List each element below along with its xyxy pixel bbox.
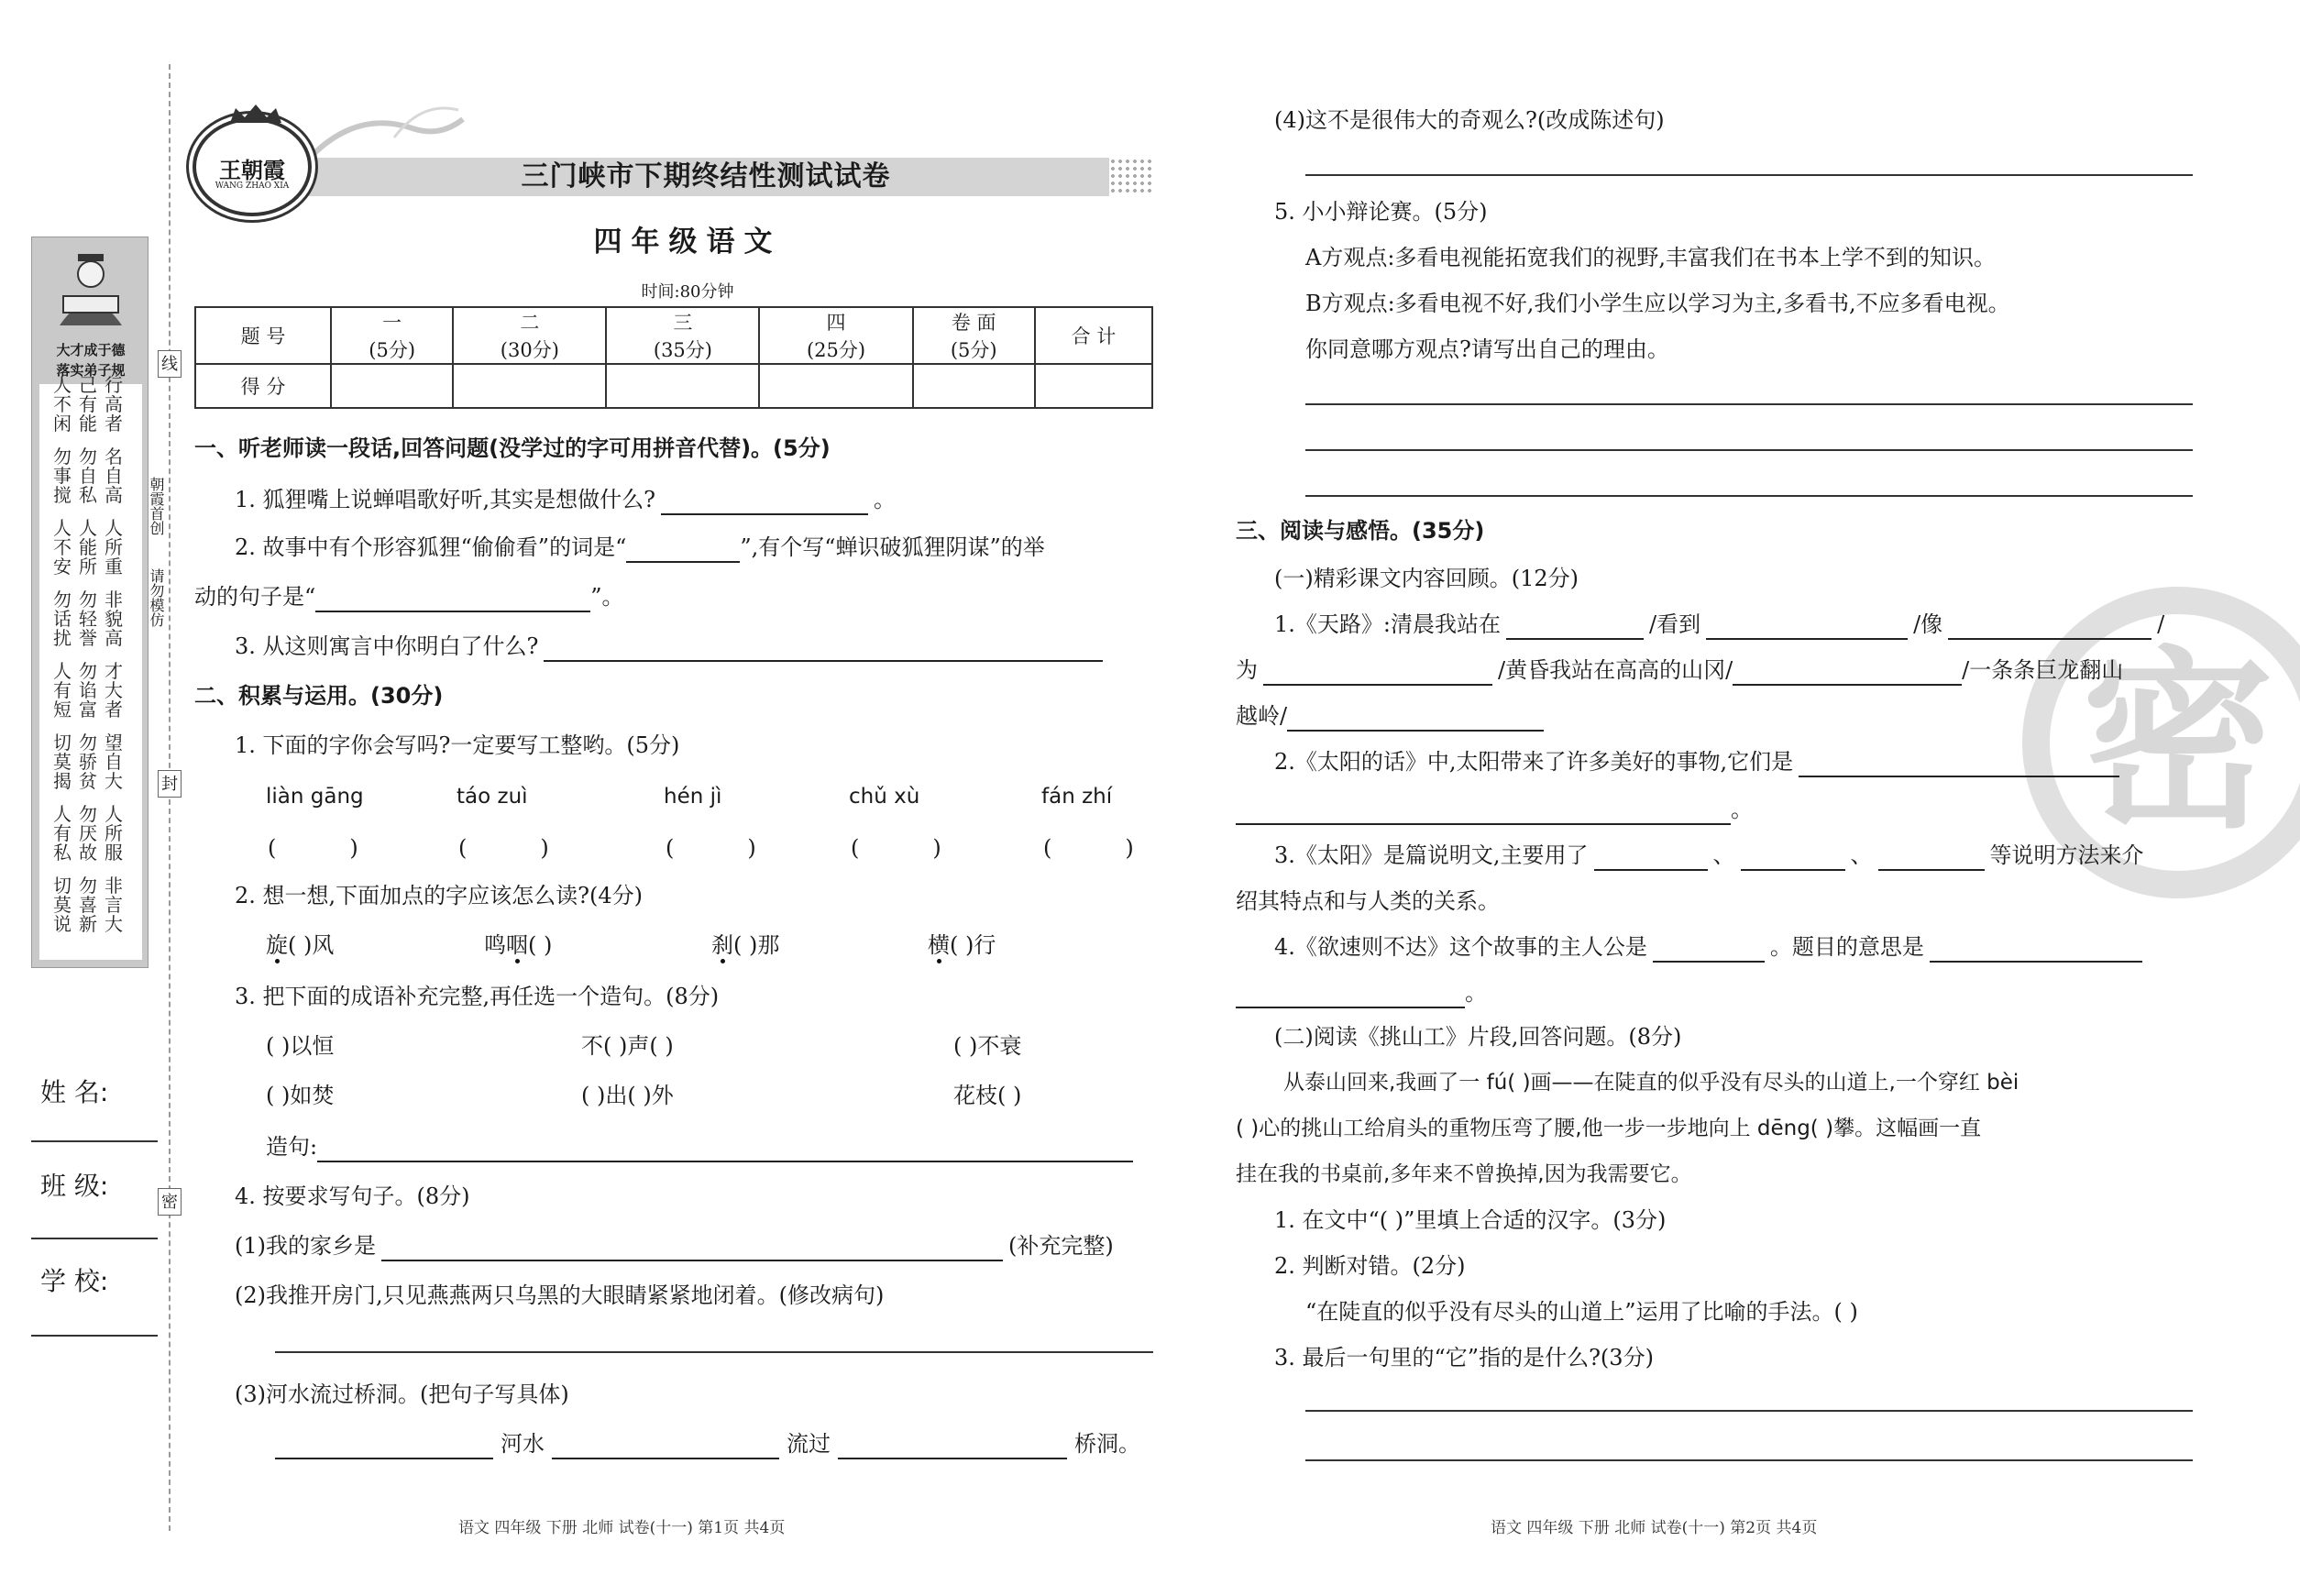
r3-3-answer-2[interactable] [1741,847,1845,871]
reading-item[interactable]: 鸣咽( ) [484,932,553,958]
score-col-2: 二 (30分) [453,307,606,364]
maxim-column: 非言大 [105,875,123,935]
q2-4-2: (2)我推开房门,只见燕燕两只乌黑的大眼睛紧紧地闭着。(修改病句) [235,1282,885,1308]
maxim-column: 人有私 [53,803,72,864]
maxim-column: 切莫揭 [53,732,72,792]
r3-1-answer-6[interactable] [1287,708,1544,732]
q1-3-answer[interactable] [544,638,1103,662]
maxim-column: 勿自私 [79,446,97,506]
score-cell-2[interactable] [453,364,606,408]
class-label: 班 级: [40,1171,109,1201]
r3-4-answer-1[interactable] [1653,939,1765,963]
make-sentence: 造句: [266,1131,1133,1162]
r3-1-cont: 为 /黄昏我站在高高的山冈/ /一条条巨龙翻山 [1236,655,2123,686]
r3-1: 1.《天路》:清晨我站在 /看到 /像 / [1274,609,2164,640]
r3-3-answer-3[interactable] [1878,847,1985,871]
q1-2: 2. 故事中有个形容狐狸“偷偷看”的词是“ ”,有个写“蝉识破狐狸阴谋”的举 [235,532,1045,563]
pinyin-item: fán zhí [1041,785,1113,809]
maxim-column: 人有短 [53,660,72,721]
t3-2: 2. 判断对错。(2分) [1274,1253,1466,1279]
crown-icon [228,105,283,125]
maxim-column: 勿话扰 [53,589,72,649]
r3-1-end: 越岭/ [1236,700,1544,732]
q2-4-2-answer-line[interactable] [275,1351,1153,1353]
r3-3: 3.《太阳》是篇说明文,主要用了 、 、 等说明方法来介 [1274,840,2144,871]
r3-2: 2.《太阳的话》中,太阳带来了许多美好的事物,它们是 [1274,746,2125,777]
r3-1-answer-5[interactable] [1733,662,1962,686]
exam-title: 三门峡市下期终结性测试试卷 [521,160,891,193]
maxim-column: 人不安 [53,517,72,578]
score-col-1: 一 (5分) [331,307,453,364]
dotted-character: 旋 [266,932,288,958]
score-cell-6[interactable] [1035,364,1152,408]
r3-1-answer-4[interactable] [1263,662,1492,686]
watermark-text: 密 [2081,630,2274,854]
brand-logo [193,117,312,216]
pinyin-answer-box[interactable]: ( ) [1043,835,1134,861]
pinyin-item: liàn gāng [266,785,364,809]
pinyin-answer-box[interactable]: ( ) [268,835,358,861]
pinyin-answer-box[interactable]: ( ) [458,835,549,861]
r3-1-answer-3[interactable] [1948,616,2151,640]
school-label: 学 校: [40,1266,109,1296]
q2-4-4: (4)这不是很伟大的奇观么?(改成陈述句) [1274,107,1665,133]
maxim-column: 望自大 [105,732,123,792]
q2-5-answer-line-3[interactable] [1305,495,2193,497]
dotted-character: 横 [928,932,950,958]
title-banner-dots [1109,158,1155,196]
q2-4-3-answer-3[interactable] [838,1436,1067,1459]
pinyin-item: táo zuì [457,785,528,809]
maxim-column: 勿厌故 [79,803,97,864]
score-cell-3[interactable] [606,364,759,408]
r3-4: 4.《欲速则不达》这个故事的主人公是 。题目的意思是 [1274,931,2148,963]
maxim-column: 勿轻誉 [79,589,97,649]
q2-5-answer-line-2[interactable] [1305,449,2193,451]
r3-4-cont: 。 [1236,977,1487,1008]
q2-1: 1. 下面的字你会写吗?一定要写工整哟。(5分) [235,732,680,758]
q1-2-answer-word[interactable] [626,539,740,563]
section-1-title: 一、听老师读一段话,回答问题(没学过的字可用拼音代替)。(5分) [194,435,831,461]
reading-item[interactable]: 横( )行 [928,932,996,958]
pinyin-answer-box[interactable]: ( ) [666,835,756,861]
seal-vertical-note-1: 朝霞首创 [148,477,165,535]
maxim-column: 人所服 [105,803,123,864]
maxim-column: 己有能 [79,374,97,435]
maxim-column: 勿喜新 [79,875,97,935]
binding-dashed-line [169,64,171,1531]
q2-5: 5. 小小辩论赛。(5分) [1274,199,1488,225]
dotted-character: 刹 [711,932,733,958]
page-1-footer: 语文 四年级 下册 北师 试卷(十一) 第1页 共4页 [458,1519,786,1537]
t3-3: 3. 最后一句里的“它”指的是什么?(3分) [1274,1345,1654,1370]
maxim-column: 行高者 [105,374,123,435]
reading-item[interactable]: 刹( )那 [711,932,780,958]
maxim-column: 切莫说 [53,875,72,935]
q2-4-3: (3)河水流过桥洞。(把句子写具体) [235,1381,569,1407]
pinyin-answer-box[interactable]: ( ) [851,835,941,861]
idiom-2[interactable]: 不( )声( ) [581,1033,674,1059]
section-3-sub-1: (一)精彩课文内容回顾。(12分) [1274,566,1579,591]
score-col-4: 四 (25分) [759,307,912,364]
q2-4-4-answer-line[interactable] [1305,174,2193,176]
pinyin-item: chǔ xù [849,785,920,809]
idiom-4[interactable]: ( )如焚 [266,1083,335,1108]
idiom-6[interactable]: 花枝( ) [953,1083,1022,1108]
maxim-column: 人能所 [79,517,97,578]
pinyin-item: hén jì [664,785,722,809]
section-2-title: 二、积累与运用。(30分) [194,683,444,709]
brand-logo-subtext: WANG ZHAO XIA [215,182,290,191]
maxim-column: 人不闲 [53,374,72,435]
maxim-column: 人所重 [105,517,123,578]
q2-2: 2. 想一想,下面加点的字应该怎么读?(4分) [235,883,644,908]
maxim-column: 名自高 [105,446,123,506]
seal-label-seal: 封 [158,770,182,798]
q2-5-answer-line-1[interactable] [1305,403,2193,405]
q2-5-b: B方观点:多看电视不好,我们小学生应以学习为主,多看书,不应多看电视。 [1305,291,2010,316]
maxim-column: 才大者 [105,660,123,721]
section-3-title: 三、阅读与感悟。(35分) [1236,518,1485,544]
idiom-3[interactable]: ( )不衰 [953,1033,1022,1059]
name-field[interactable] [31,1140,158,1142]
motto-line-1: 大才成于德 [56,342,126,358]
seal-label-line: 线 [158,350,182,378]
t3-1: 1. 在文中“( )”里填上合适的汉字。(3分) [1274,1207,1667,1233]
q1-1: 1. 狐狸嘴上说蝉唱歌好听,其实是想做什么? 。 [235,484,896,515]
q1-1-answer[interactable] [661,491,868,515]
maxim-column: 勿事搅 [53,446,72,506]
passage-line-1: 从泰山回来,我画了一 fú( )画——在陡直的似乎没有尽头的山道上,一个穿红 bèi [1283,1071,2019,1095]
r3-2-answer-1[interactable] [1799,754,2119,777]
name-label: 姓 名: [40,1077,109,1107]
maxim-column: 非貌高 [105,589,123,649]
q2-5-a: A方观点:多看电视能拓宽我们的视野,丰富我们在书本上学不到的知识。 [1305,245,1997,270]
reading-item[interactable]: 旋( )风 [266,932,335,958]
seal-label-secret: 密 [158,1188,182,1216]
q2-4: 4. 按要求写句子。(8分) [235,1183,470,1209]
q2-4-1: (1)我的家乡是 (补充完整) [235,1230,1114,1261]
q2-4-1-answer[interactable] [381,1238,1003,1261]
q1-2-answer-sentence[interactable] [315,589,590,612]
r3-2-cont: 。 [1236,794,1753,825]
seal-vertical-note-2: 请勿模仿 [148,568,165,627]
motto-line-2: 落实弟子规 [56,362,126,379]
maxim-column: 勿谄富 [79,660,97,721]
t3-2-statement[interactable]: “在陡直的似乎没有尽头的山道上”运用了比喻的手法。( ) [1305,1299,1858,1325]
score-table-header-label: 题 号 [195,307,331,364]
score-col-6: 合 计 [1035,307,1152,364]
section-3-sub-2: (二)阅读《挑山工》片段,回答问题。(8分) [1274,1024,1682,1050]
r3-2-answer-2[interactable] [1236,801,1731,825]
q2-4-3-fill: 河水 流过 桥洞。 [275,1428,1140,1459]
make-sentence-answer[interactable] [317,1139,1133,1162]
score-cell-4[interactable] [759,364,912,408]
page-2-footer: 语文 四年级 下册 北师 试卷(十一) 第2页 共4页 [1491,1519,1818,1537]
score-table [194,306,1153,409]
passage-line-3: 挂在我的书桌前,多年来不曾换掉,因为我需要它。 [1236,1162,1692,1186]
score-table-row-label: 得 分 [195,364,331,408]
t3-3-answer-line-2[interactable] [1305,1459,2193,1461]
dotted-character: 咽 [506,932,528,958]
q1-3: 3. 从这则寓言中你明白了什么? [235,631,1108,662]
r3-1-answer-2[interactable] [1706,616,1908,640]
score-col-3: 三 (35分) [606,307,759,364]
q2-5-c: 你同意哪方观点?请写出自己的理由。 [1305,336,1669,362]
ribbon-decoration-icon [303,101,468,165]
score-cell-1[interactable] [331,364,453,408]
passage-line-2: ( )心的挑山工给肩头的重物压弯了腰,他一步一步地向上 dēng( )攀。这幅画一直 [1236,1117,1982,1140]
class-field[interactable] [31,1238,158,1239]
t3-3-answer-line-1[interactable] [1305,1410,2193,1412]
r3-3-answer-1[interactable] [1594,847,1708,871]
scholar-figure-icon [32,243,149,335]
q1-2-cont: 动的句子是“ ”。 [194,581,624,612]
exam-time: 时间:80分钟 [641,282,734,302]
r3-4-answer-3[interactable] [1236,985,1465,1008]
q2-3: 3. 把下面的成语补充完整,再任选一个造句。(8分) [235,984,720,1009]
score-col-5: 卷 面 (5分) [913,307,1035,364]
idiom-1[interactable]: ( )以恒 [266,1033,335,1059]
school-field[interactable] [31,1335,158,1337]
subject-title: 四年级语文 [593,226,782,259]
q2-4-3-answer-1[interactable] [275,1436,493,1459]
r3-3-cont: 绍其特点和与人类的关系。 [1236,888,1500,914]
r3-4-answer-2[interactable] [1930,939,2142,963]
score-cell-5[interactable] [913,364,1035,408]
r3-1-answer-1[interactable] [1506,616,1644,640]
idiom-5[interactable]: ( )出( )外 [581,1083,674,1108]
maxim-column: 勿骄贫 [79,732,97,792]
brand-logo-text: 王朝霞 [219,157,285,183]
q2-4-3-answer-2[interactable] [552,1436,779,1459]
